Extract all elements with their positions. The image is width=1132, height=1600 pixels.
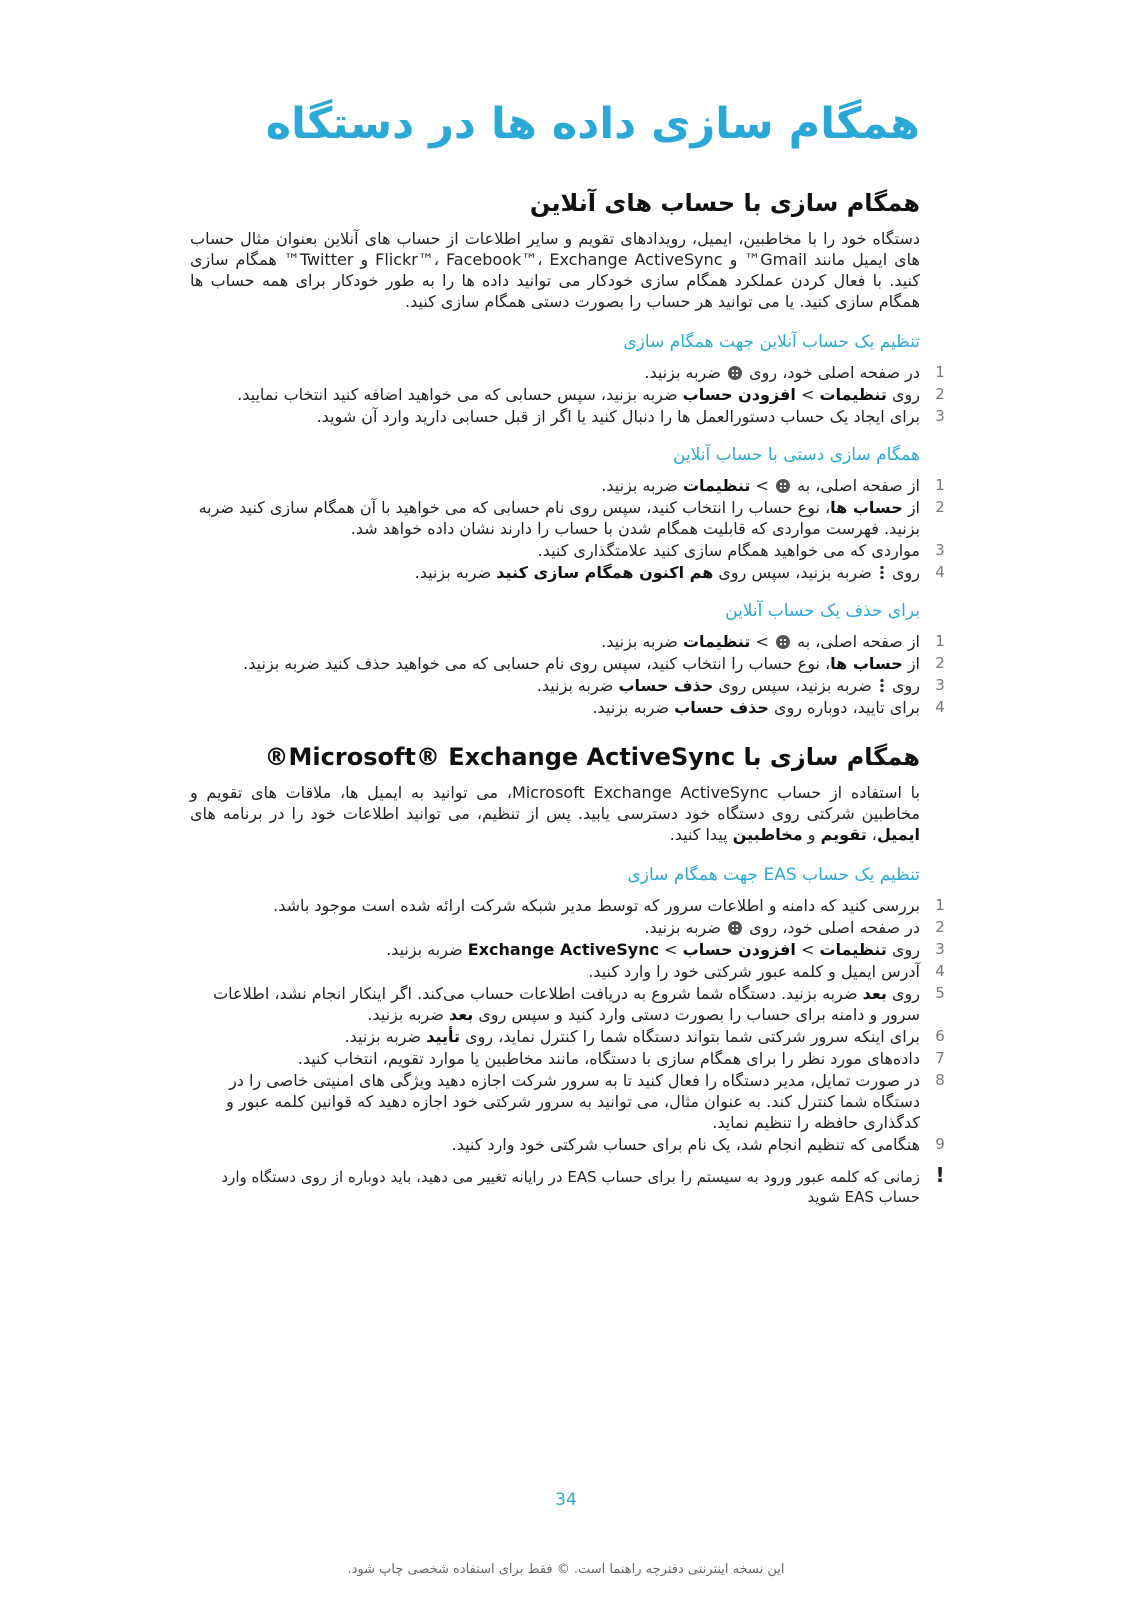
- list-item: [190, 675, 945, 696]
- step-text: مواردی که می خواهید همگام سازی کنید علامتگذاری کنید.: [537, 541, 920, 560]
- step-number: 1: [935, 632, 945, 650]
- steps-remove-account: [190, 631, 945, 718]
- step-text: ضربه بزنید، سپس روی: [718, 676, 872, 695]
- page-title: همگام سازی داده ها در دستگاه: [265, 99, 920, 149]
- steps-setup-online: [190, 362, 945, 427]
- step-text: ضربه بزنید.: [601, 476, 678, 495]
- step-text: برای اینکه سرور شرکتی شما بتواند دستگاه شما را کنترل نماید، روی: [465, 1027, 920, 1046]
- list-item: [190, 540, 945, 561]
- step-text: هنگامی که تنظیم انجام شد، یک نام برای حساب شرکتی خود وارد کنید.: [451, 1135, 920, 1154]
- menu-label-add-account: افزودن حساب: [682, 385, 796, 404]
- list-item: [190, 631, 945, 652]
- step-number: 9: [935, 1135, 945, 1153]
- button-label-confirm: تأیید: [426, 1027, 461, 1046]
- step-text: روی: [892, 676, 920, 695]
- list-item: [190, 961, 945, 982]
- menu-label-add-account: افزودن حساب: [682, 940, 796, 959]
- step-number: 3: [935, 407, 945, 425]
- step-text: ضربه بزنید.: [386, 940, 463, 959]
- list-item: [190, 1070, 945, 1133]
- step-text: برای تایید، دوباره روی: [774, 698, 920, 717]
- step-text: ضربه بزنید.: [601, 632, 678, 651]
- button-label-next: بعد: [862, 984, 887, 1003]
- list-item: [190, 384, 945, 405]
- list-item: [190, 983, 945, 1025]
- step-text: روی: [892, 563, 920, 582]
- step-text: ضربه بزنید.: [592, 698, 670, 717]
- list-item: [190, 895, 945, 916]
- step-number: 2: [935, 918, 945, 936]
- app-name-email: ایمیل: [876, 825, 920, 844]
- list-item: [190, 1048, 945, 1069]
- path-separator: >: [664, 940, 678, 959]
- intro-text: و: [807, 825, 816, 844]
- list-item: [190, 475, 945, 496]
- step-text: ضربه بزنید.: [367, 1005, 444, 1024]
- menu-label-settings: تنظیمات: [682, 632, 751, 651]
- overflow-menu-icon: [880, 678, 884, 693]
- path-separator: >: [800, 385, 815, 404]
- apps-grid-icon: [776, 479, 790, 493]
- apps-grid-icon: [776, 635, 790, 649]
- step-text: ضربه بزنید.: [536, 676, 614, 695]
- page-number: 34: [555, 1490, 577, 1510]
- step-text: آدرس ایمیل و کلمه عبور شرکتی خود را وارد کنید.: [588, 962, 920, 981]
- menu-label-remove-account: حذف حساب: [618, 676, 714, 695]
- step-text: ضربه بزنید. دستگاه شما شروع به دریافت اطلاعات حساب می‌کند. اگر اینکار انجام نشد، اطلاعات سرور و دامنه برای حساب را بصورت دستی وارد کنید و سپس روی: [213, 984, 920, 1024]
- list-item: [190, 406, 945, 427]
- step-text: ضربه بزنید، سپس روی: [718, 563, 872, 582]
- step-text: روی: [892, 984, 920, 1003]
- step-text: در صفحه اصلی خود، روی: [749, 363, 920, 382]
- step-number: 1: [935, 363, 945, 381]
- step-text: بررسی کنید که دامنه و اطلاعات سرور که توسط مدیر شبکه شرکت ارائه شده است موجود باشد.: [273, 896, 920, 915]
- menu-label-exchange-activesync: Exchange ActiveSync: [467, 940, 660, 959]
- step-number: 6: [935, 1027, 945, 1045]
- list-item: [190, 653, 945, 674]
- step-text: ضربه بزنید، سپس حسابی که می خواهید اضافه کنید انتخاب نمایید.: [237, 385, 678, 404]
- list-item: [190, 939, 945, 960]
- warning-icon: !: [935, 1163, 945, 1187]
- apps-grid-icon: [728, 366, 742, 380]
- list-item: [190, 562, 945, 583]
- intro-text: با استفاده از حساب Microsoft Exchange ActiveSync، می توانید به ایمیل ها، ملاقات های تقویم و مخاطبین شرکتی روی دستگاه خود دسترسی یابید. پس از تنظیم، می توانید اطلاعات خود را در برنامه های: [190, 783, 921, 823]
- section-intro-exchange: با استفاده از حساب Microsoft Exchange ActiveSync، می توانید به ایمیل ها، ملاقات های تقویم و مخاطبین شرکتی روی دستگاه خود دسترسی یابید. پس از تنظیم، می توانید اطلاعات خود را در برنامه های ایمیل، تقویم و مخاطبین پیدا کنید.: [190, 783, 921, 844]
- app-name-contacts: مخاطبین: [732, 825, 803, 844]
- step-number: 8: [935, 1071, 945, 1089]
- menu-label-settings: تنظیمات: [682, 476, 751, 495]
- step-text: ضربه بزنید.: [344, 1027, 422, 1046]
- step-text: در صورت تمایل، مدیر دستگاه را فعال کنید تا به سرور شرکت اجازه دهید ویژگی های امنیتی خاصی را در دستگاه شما کنترل کند. به عنوان مثال، می توانید به سرور شرکتی خود اجازه دهید که قوانین کلمه عبور و کدگذاری حافظه را تنظیم نماید.: [226, 1071, 920, 1132]
- menu-label-settings: تنظیمات: [819, 385, 887, 404]
- list-item: [190, 1134, 945, 1155]
- step-text: ، نوع حساب را انتخاب کنید، سپس روی نام حسابی که می خواهید با آن همگام سازی کنید ضربه بزنید. فهرست مواردی که قابلیت همگام شدن با حساب را دارند نشان داده خواهد شد.: [198, 498, 920, 538]
- step-number: 3: [935, 676, 945, 694]
- apps-grid-icon: [728, 921, 742, 935]
- step-text: ، نوع حساب را انتخاب کنید، سپس روی نام حسابی که می خواهید حذف کنید ضربه بزنید.: [243, 654, 831, 673]
- step-number: 4: [935, 698, 945, 716]
- step-text: ضربه بزنید.: [644, 918, 721, 937]
- section-intro-online: دستگاه خود را با مخاطبین، ایمیل، رویدادهای تقویم و سایر اطلاعات از حساب های آنلاین بعنوان مثال حساب های ایمیل مانند Gmail™ و Flickr™، Facebook™، Exchange ActiveSync و Twitter™ همگام سازی کنید. با فعال کردن عملکرد همگام سازی خودکار می توانید داده ها را به طور خودکار برای همه حساب ها همگام سازی کنید. یا می توانید هر حساب را بصورت دستی همگام سازی کنید.: [190, 229, 920, 311]
- path-separator: >: [800, 940, 815, 959]
- path-separator: >: [755, 632, 769, 651]
- list-item: [190, 362, 945, 383]
- note-text: زمانی که کلمه عبور ورود به سیستم را برای حساب EAS در رایانه تغییر می دهید، باید دوباره از روی دستگاه وارد حساب EAS شوید: [221, 1168, 920, 1206]
- subheading-manual-sync: همگام سازی دستی با حساب آنلاین: [673, 445, 920, 465]
- steps-setup-eas: [190, 895, 945, 1155]
- subheading-remove-account: برای حذف یک حساب آنلاین: [725, 601, 920, 621]
- step-number: 1: [935, 476, 945, 494]
- step-text: روی: [892, 940, 920, 959]
- steps-manual-sync: [190, 475, 945, 583]
- step-number: 4: [935, 962, 945, 980]
- step-number: 2: [935, 498, 945, 516]
- section-heading-exchange: همگام سازی با Microsoft® Exchange ActiveSync®: [264, 743, 920, 771]
- step-text: از: [907, 498, 920, 517]
- step-text: از صفحه اصلی، به: [797, 476, 920, 495]
- step-number: 5: [935, 984, 945, 1002]
- section-heading-online: همگام سازی با حساب های آنلاین: [529, 189, 920, 217]
- step-text: برای ایجاد یک حساب دستورالعمل ها را دنبال کنید یا اگر از قبل حسابی دارید وارد آن شوید.: [316, 407, 920, 426]
- step-number: 4: [935, 563, 945, 581]
- step-text: ضربه بزنید.: [414, 563, 492, 582]
- step-text: از: [907, 654, 920, 673]
- list-item: [190, 1026, 945, 1047]
- step-text: ضربه بزنید.: [644, 363, 721, 382]
- menu-label-accounts: حساب ها: [830, 498, 903, 517]
- subheading-setup-online: تنظیم یک حساب آنلاین جهت همگام سازی: [623, 332, 920, 352]
- step-number: 2: [935, 385, 945, 403]
- list-item: [190, 497, 945, 539]
- list-item: [190, 697, 945, 718]
- step-text: در صفحه اصلی خود، روی: [749, 918, 920, 937]
- button-label-next: بعد: [449, 1005, 474, 1024]
- step-text: از صفحه اصلی، به: [797, 632, 920, 651]
- note-box: [190, 1163, 945, 1207]
- path-separator: >: [755, 476, 769, 495]
- step-number: 2: [935, 654, 945, 672]
- menu-label-sync-now: هم اکنون همگام سازی کنید: [496, 563, 714, 582]
- page-content: [190, 96, 945, 1207]
- page-footer: این نسخه اینترنتی دفترچه راهنما است. © فقط برای استفاده شخصی چاپ شود.: [347, 1562, 785, 1577]
- step-number: 3: [935, 541, 945, 559]
- step-number: 1: [935, 896, 945, 914]
- step-number: 7: [935, 1049, 945, 1067]
- subheading-setup-eas: تنظیم یک حساب EAS جهت همگام سازی: [627, 865, 920, 885]
- list-item: [190, 917, 945, 938]
- intro-text: پیدا کنید.: [669, 825, 728, 844]
- step-text: روی: [892, 385, 920, 404]
- menu-label-accounts: حساب ها: [830, 654, 903, 673]
- menu-label-settings: تنظیمات: [819, 940, 887, 959]
- app-name-calendar: تقویم: [820, 825, 867, 844]
- menu-label-remove-account: حذف حساب: [674, 698, 769, 717]
- step-number: 3: [935, 940, 945, 958]
- overflow-menu-icon: [880, 565, 884, 580]
- step-text: داده‌های مورد نظر را برای همگام سازی با دستگاه، مانند مخاطبین یا موارد تقویم، انتخاب کنید.: [297, 1049, 920, 1068]
